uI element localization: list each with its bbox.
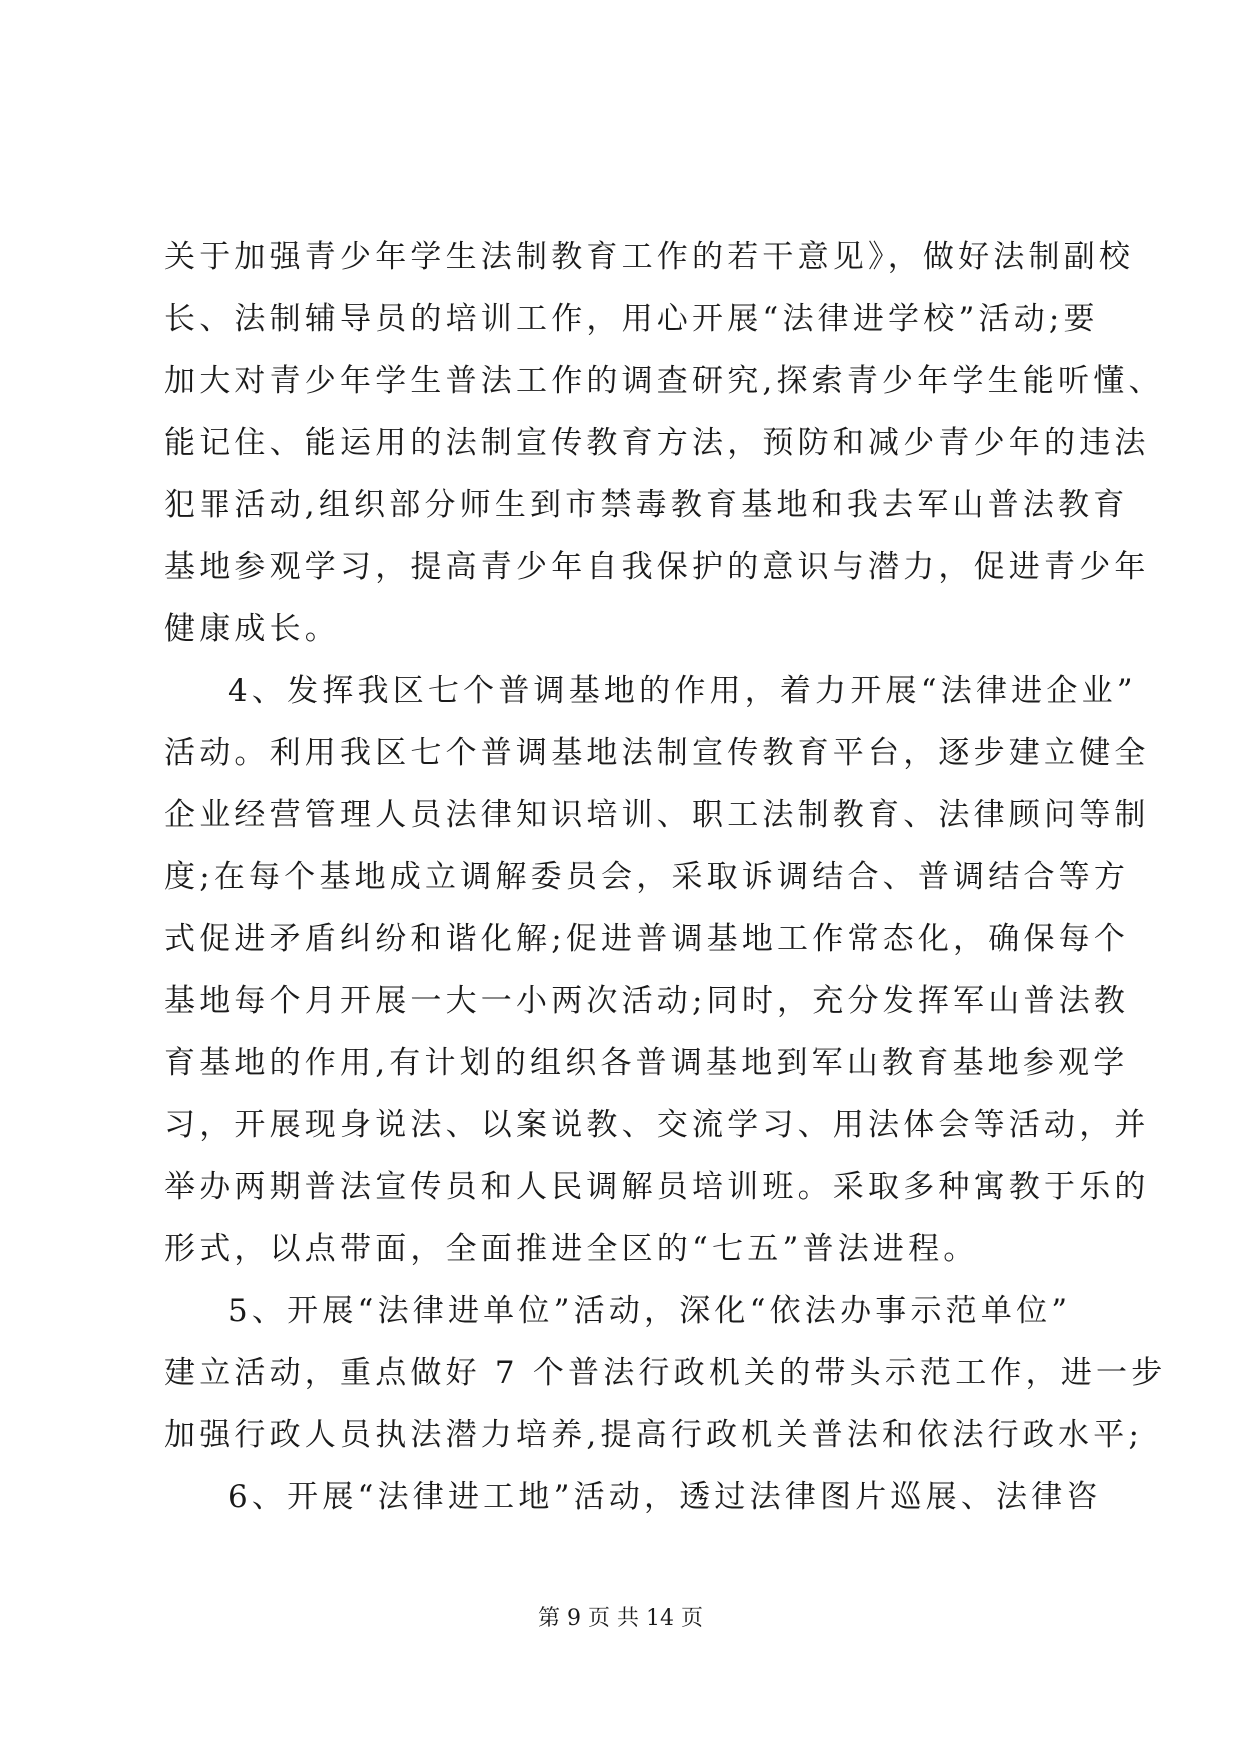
text-line: 4、发挥我区七个普调基地的作用，着力开展“法律进企业” [228,673,1137,709]
text-line: 习，开展现身说法、以案说教、交流学习、用法体会等活动，并 [164,1107,1150,1143]
text-line: 度;在每个基地成立调解委员会，采取诉调结合、普调结合等方 [164,859,1130,895]
text-line: 长、法制辅导员的培训工作，用心开展“法律进学校”活动;要 [164,301,1099,337]
text-line: 健康成长。 [164,611,340,647]
text-line: 基地每个月开展一大一小两次活动;同时，充分发挥军山普法教 [164,983,1130,1019]
text-line: 举办两期普法宣传员和人民调解员培训班。采取多种寓教于乐的 [164,1169,1150,1205]
text-line: 基地参观学习，提高青少年自我保护的意识与潜力，促进青少年 [164,549,1150,585]
body-text [164,226,1167,1528]
text-line: 5、开展“法律进单位”活动，深化“依法办事示范单位” [228,1293,1072,1329]
text-line: 活动。利用我区七个普调基地法制宣传教育平台，逐步建立健全 [164,735,1150,771]
text-line: 企业经营管理人员法律知识培训、职工法制教育、法律顾问等制 [164,797,1150,833]
text-line: 建立活动，重点做好 7 个普法行政机关的带头示范工作，进一步 [164,1355,1167,1391]
text-line: 关于加强青少年学生法制教育工作的若干意见》，做好法制副校 [164,239,1135,275]
text-line: 育基地的作用,有计划的组织各普调基地到军山教育基地参观学 [164,1045,1129,1081]
text-line: 形式，以点带面，全面推进全区的“七五”普法进程。 [164,1231,979,1267]
text-line: 犯罪活动,组织部分师生到市禁毒教育基地和我去军山普法教育 [164,487,1129,523]
page-footer: 第 9 页 共 14 页 [538,1606,703,1631]
text-line: 式促进矛盾纠纷和谐化解;促进普调基地工作常态化，确保每个 [164,921,1130,957]
text-line: 加强行政人员执法潜力培养,提高行政机关普法和依法行政水平; [164,1417,1144,1453]
text-line: 能记住、能运用的法制宣传教育方法，预防和减少青少年的违法 [164,425,1150,461]
text-line: 加大对青少年学生普法工作的调查研究,探索青少年学生能听懂、 [164,363,1164,399]
text-line: 6、开展“法律进工地”活动，透过法律图片巡展、法律咨 [228,1479,1102,1515]
